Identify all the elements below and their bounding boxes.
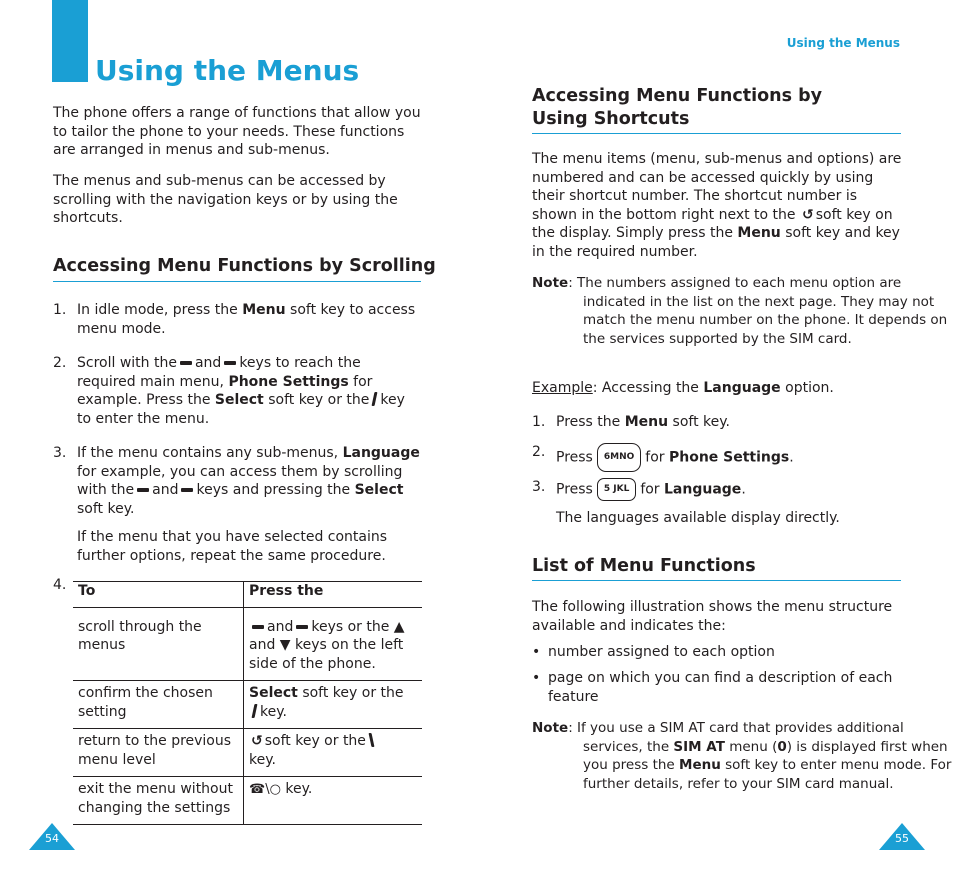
- down-key-icon: [224, 361, 236, 365]
- table-header-row: [73, 582, 422, 608]
- down-arrow-icon: ▼: [279, 637, 291, 653]
- bullet-list: [532, 643, 904, 713]
- table-row: exit the menu without changing the settings ☎\○ key.: [73, 777, 422, 825]
- note-2: Note: If you use a SIM AT card that provides additional services, the SIM AT menu (0) is displayed first when you press the Menu soft key to enter menu mode. For further details, refer to your SIM card manual.: [532, 720, 952, 792]
- table-row: confirm the chosen setting Select soft key or the key.: [73, 681, 422, 729]
- page-marker-left: [29, 823, 75, 850]
- section-rule: [532, 133, 901, 134]
- section-heading-scrolling: Accessing Menu Functions by Scrolling: [53, 256, 436, 276]
- back-arrow-icon: ↺: [801, 206, 814, 223]
- example-line: Example: Accessing the Language option.: [532, 380, 834, 396]
- step-1: 1. In idle mode, press the Menu soft key to access menu mode.: [53, 302, 416, 337]
- table-row: return to the previous menu level ↺ soft key or the key.: [73, 729, 422, 777]
- step-4-number: 4.: [53, 577, 67, 593]
- back-arrow-icon: ↺: [251, 733, 263, 749]
- intro-paragraph-1: The phone offers a range of functions that allow you to tailor the phone to your needs. These functions are arranged in menus and sub-menus.: [53, 105, 421, 158]
- page-title: Using the Menus: [95, 54, 360, 87]
- page-number-left: 54: [45, 832, 59, 845]
- left-soft-key-icon: [252, 704, 258, 718]
- left-soft-key-icon: [372, 392, 378, 406]
- step-2: 2. Scroll with the and keys to reach the required main menu, Phone Settings for example. Press the Select soft key or the key to enter the menu.: [53, 355, 405, 427]
- example-step-2: 2. Press 6MNO for Phone Settings.: [532, 443, 794, 472]
- step-3-extra: If the menu that you have selected contains further options, repeat the same procedure.: [77, 529, 388, 564]
- up-key-icon: [252, 625, 264, 629]
- section-heading-shortcuts: Accessing Menu Functions by Using Shortcuts: [532, 86, 823, 129]
- example-result: The languages available display directly.: [556, 510, 840, 526]
- example-step-3: 3. Press 5 JKL for Language.: [532, 478, 746, 501]
- page-marker-right: [879, 823, 925, 850]
- down-key-icon: [296, 625, 308, 629]
- note-1: Note: The numbers assigned to each menu option are indicated in the list on the next page. They may not match the menu number on the phone. It depends on the services supported by the SIM card.: [532, 275, 948, 347]
- list-item: • number assigned to each option: [532, 644, 775, 660]
- up-arrow-icon: ▲: [393, 618, 405, 635]
- navigation-table: [73, 581, 422, 825]
- key-6-icon: 6MNO: [597, 443, 641, 472]
- table-header-press: Press the: [244, 582, 423, 608]
- list-item: • page on which you can find a description of each feature: [532, 670, 893, 705]
- table-header-to: To: [73, 582, 244, 608]
- down-key-icon: [181, 488, 193, 492]
- section-heading-list: List of Menu Functions: [532, 556, 756, 576]
- up-key-icon: [137, 488, 149, 492]
- step-3: 3. If the menu contains any sub-menus, Language for example, you can access them by scrolling with the and keys and pressing the Select soft key.: [53, 445, 420, 517]
- page-number-right: 55: [895, 832, 909, 845]
- right-soft-key-icon: [368, 733, 374, 747]
- title-accent-bar: [52, 0, 88, 82]
- end-key-icon: ☎\○: [249, 782, 281, 797]
- key-5-icon: 5 JKL: [597, 478, 636, 501]
- intro-paragraph-2: The menus and sub-menus can be accessed by scrolling with the navigation keys or by using the shortcuts.: [53, 173, 398, 226]
- section-rule: [53, 281, 421, 282]
- running-head: Using the Menus: [786, 36, 900, 50]
- shortcut-paragraph: The menu items (menu, sub-menus and options) are numbered and can be accessed quickly by using their shortcut number. The shortcut number is shown in the bottom right next to the ↺ soft key on the display. Simply press the Menu soft key and key in the required number.: [532, 151, 902, 260]
- section-rule: [532, 580, 901, 581]
- up-key-icon: [180, 361, 192, 365]
- table-row: scroll through the menus and keys or the ▲ and ▼ keys on the left side of the phone.: [73, 607, 422, 681]
- example-step-1: 1. Press the Menu soft key.: [532, 414, 731, 430]
- list-intro: The following illustration shows the menu structure available and indicates the:: [532, 599, 893, 634]
